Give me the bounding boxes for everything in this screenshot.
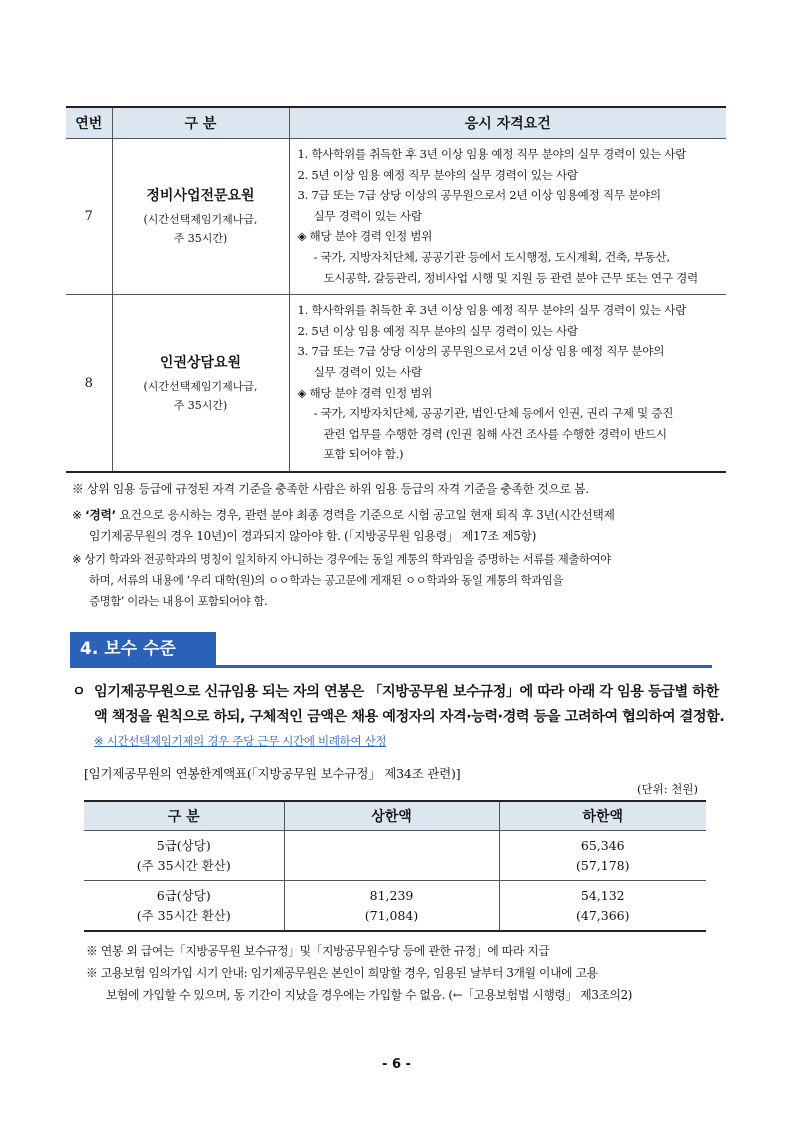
table-row: [84, 881, 706, 932]
note-text: ※ 상기 학과와 전공학과의 명칭이 일치하지 아니하는 경우에는 동일 계통의 학과임을 증명하는 서류를 제출하여야: [72, 552, 611, 566]
pay-note: ※ 고용보험 임의가입 시기 안내: 임기제공무원은 본인이 희망할 경우, 임용된 날부터 3개월 이내에 고용: [86, 966, 598, 980]
paragraph-text: 임기제공무원으로 신규임용 되는 자의 연봉은 「지방공무원 보수규정」에 따라 아래 각 임용 등급별 하한액 책정을 원칙으로 하되, 구체적인 금액은 채용 예정자의 자격·능력·경력 등을 고려하여 협의하여 결정함.: [94, 684, 725, 725]
pay-table: [84, 800, 706, 932]
note-text: 하며, 서류의 내용에 ‘우리 대학(원)의 ㅇㅇ학과는 공고문에 게재된 ㅇㅇ학과와 동일 계통의 학과임을: [89, 573, 564, 587]
grade: 6급(상당): [156, 887, 211, 903]
position-sub: 주 35시간): [173, 232, 228, 246]
lower-sub: (57,178): [576, 857, 630, 873]
upper-cell: [284, 881, 499, 932]
table-row: [84, 831, 706, 881]
note-major: [72, 549, 611, 612]
grade-sub: (주 35시간 환산): [136, 907, 231, 923]
req-line: ◈ 해당 분야 경력 인정 범위: [297, 385, 433, 400]
table-row: [66, 295, 726, 472]
section-divider: [70, 665, 712, 668]
qualification-table-header: [66, 107, 726, 139]
lower-cell: [499, 881, 706, 932]
req-line: 3. 7급 또는 7급 상당 이상의 공무원으로서 2년 이상 임용 예정 직무 분야의: [297, 344, 665, 359]
row-category: [112, 295, 289, 472]
lower-cell: [499, 831, 706, 881]
row-no: 8: [66, 295, 112, 472]
note-experience: [72, 505, 615, 547]
position-sub: (시간선택제임기제나급,: [143, 213, 258, 227]
lower-value: 54,132: [580, 887, 625, 903]
req-line: 3. 7급 또는 7급 상당 이상의 공무원으로서 2년 이상 임용예정 직무 분야의: [297, 188, 661, 203]
req-line: - 국가, 지방자치단체, 공공기관, 법인·단체 등에서 인권, 권리 구제 및 증진: [313, 406, 674, 421]
note-text: 요건으로 응시하는 경우, 관련 분야 최종 경력을 기준으로 시험 공고일 현재 퇴직 후 3년(시간선택제: [115, 508, 615, 522]
req-line: 포함 되어야 함.): [323, 447, 404, 462]
req-line: 도시공학, 갈등관리, 정비사업 시행 및 지원 등 관련 분야 근무 또는 연구 경력: [323, 270, 698, 285]
qualification-table: [66, 106, 726, 473]
position-title: 정비사업전문요원: [146, 188, 255, 205]
salary-paragraph: [72, 680, 732, 754]
grade-cell: [84, 881, 284, 932]
req-line: 실무 경력이 있는 사람: [313, 364, 422, 379]
paragraph-text-wrap: [72, 680, 732, 754]
req-line: 2. 5년 이상 임용 예정 직무 분야의 실무 경력이 있는 사람: [297, 167, 578, 182]
pay-table-title: [임기제공무원의 연봉한계액표(「지방공무원 보수규정」 제34조 관련)]: [84, 766, 461, 781]
req-line: 2. 5년 이상 임용 예정 직무 분야의 실무 경력이 있는 사람: [297, 323, 578, 338]
grade: 5급(상당): [156, 837, 211, 853]
req-line: - 국가, 지방자치단체, 공공기관 등에서 도시행정, 도시계획, 건축, 부동산,: [313, 249, 670, 264]
lower-value: 65,346: [580, 837, 625, 853]
row-requirements: [289, 139, 726, 295]
grade-sub: (주 35시간 환산): [136, 857, 231, 873]
upper-cell: [284, 831, 499, 881]
note-mark: ※: [72, 508, 86, 522]
section-title: 4. 보수 수준: [70, 632, 216, 666]
page-number: - 6 -: [382, 1057, 411, 1072]
position-sub: (시간선택제임기제나급,: [143, 379, 258, 393]
header-category: 구 분: [112, 107, 289, 139]
req-line: 1. 학사학위를 취득한 후 3년 이상 임용 예정 직무 분야의 실무 경력이 있는 사람: [297, 303, 687, 318]
note-higher-grade: ※ 상위 임용 등급에 규정된 자격 기준을 충족한 사람은 하위 임용 등급의 자격 기준을 충족한 것으로 봄.: [72, 482, 589, 496]
pay-table-unit: (단위: 천원): [637, 782, 698, 796]
note-bold-term: ‘경력’: [85, 508, 116, 522]
header-no: 연번: [66, 107, 112, 139]
pay-note: ※ 연봉 외 급여는「지방공무원 보수규정」및「지방공무원수당 등에 관한 규정」에 따라 지급: [86, 944, 550, 958]
row-category: [112, 139, 289, 295]
req-line: 실무 경력이 있는 사람: [313, 208, 422, 223]
note-text: 임기제공무원의 경우 10년)이 경과되지 않아야 함. (「지방공무원 임용령」 제17조 제5항): [89, 529, 537, 543]
position-sub: 주 35시간): [173, 398, 228, 412]
row-requirements: [289, 295, 726, 472]
pay-notes: [86, 940, 632, 1006]
pay-table-header: [84, 801, 706, 831]
req-line: 관련 업무를 수행한 경력 (인권 침해 사건 조사를 수행한 경력이 반드시: [323, 426, 667, 441]
upper-sub: (71,084): [364, 907, 419, 923]
row-no: 7: [66, 139, 112, 295]
header-upper: 상한액: [284, 801, 499, 831]
upper-value: 81,239: [369, 887, 414, 903]
header-requirements: 응시 자격요건: [289, 107, 726, 139]
pay-note: 보험에 가입할 수 있으며, 동 기간이 지났을 경우에는 가입할 수 없음. (←「고용보험법 시행령」 제3조의2): [106, 988, 632, 1002]
table-row: [66, 139, 726, 295]
grade-cell: [84, 831, 284, 881]
header-category: 구 분: [84, 801, 284, 831]
bullet-icon: ㅇ: [72, 684, 86, 700]
req-line: ◈ 해당 분야 경력 인정 범위: [297, 229, 433, 244]
header-lower: 하한액: [499, 801, 706, 831]
req-line: 1. 학사학위를 취득한 후 3년 이상 임용 예정 직무 분야의 실무 경력이 있는 사람: [297, 147, 687, 161]
note-text: 증명함’ 이라는 내용이 포함되어야 함.: [89, 594, 268, 608]
lower-sub: (47,366): [576, 907, 630, 923]
part-time-note-link[interactable]: ※ 시간선택제임기제의 경우 주당 근무 시간에 비례하여 산정: [94, 734, 387, 748]
position-title: 인권상담요원: [159, 354, 242, 371]
